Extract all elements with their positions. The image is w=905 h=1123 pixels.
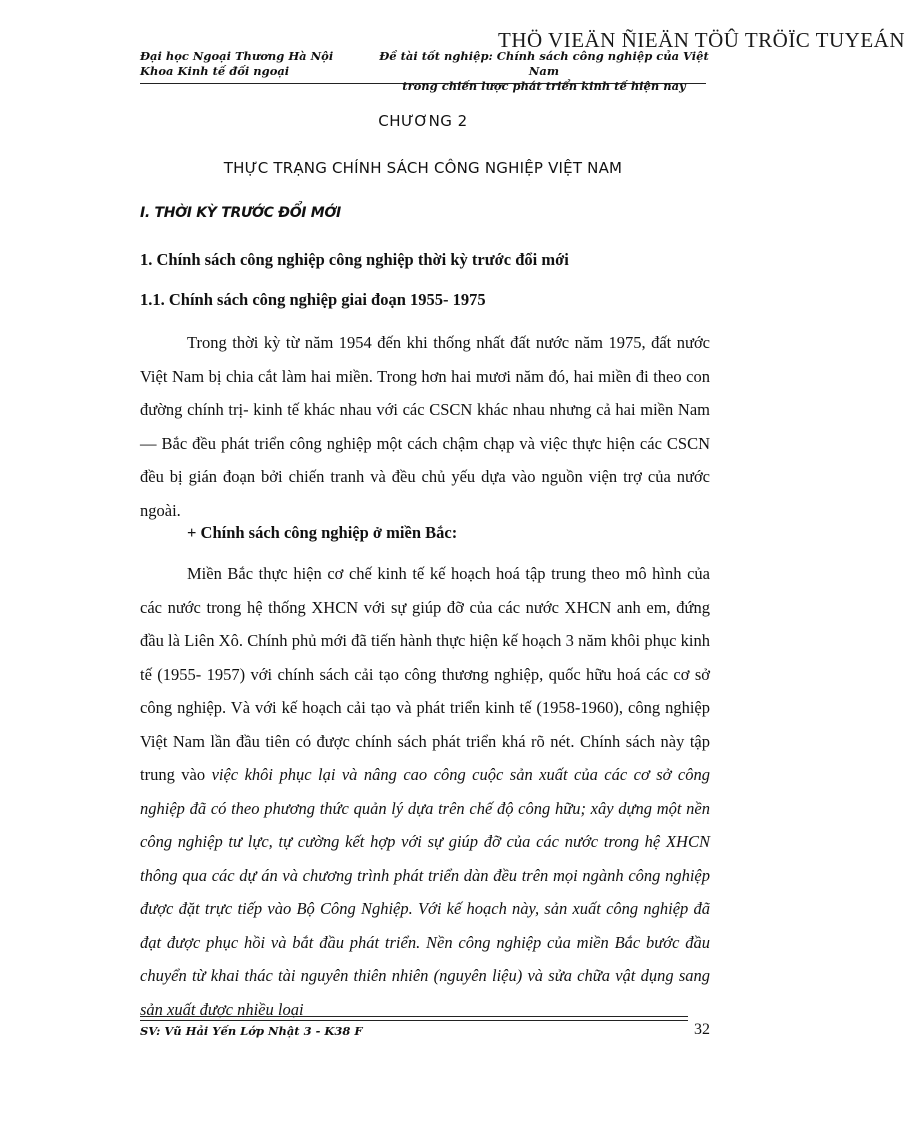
header-divider <box>140 83 706 84</box>
header-thesis-subtitle: trong chiến lược phát triển kinh tế hiện nay <box>402 79 686 93</box>
paragraph-north-policy <box>140 557 710 1026</box>
watermark-text: THÖ VIEÄN ÑIEÄN TÖÛ TRÖÏC TUYEÁN <box>498 28 905 52</box>
part-heading: I. THỜI KỲ TRƯỚC ĐỔI MỚI <box>140 205 341 221</box>
page-number: 32 <box>694 1021 710 1038</box>
page-header <box>140 49 710 93</box>
footer-divider <box>140 1016 688 1021</box>
header-university: Đại học Ngoại Thương Hà Nội <box>140 49 334 63</box>
chapter-label: CHƯƠNG 2 <box>378 112 468 130</box>
header-faculty: Khoa Kinh tế đối ngoại <box>140 64 290 78</box>
north-policy-heading: + Chính sách công nghiệp ở miền Bắc: <box>187 523 458 542</box>
footer-author: SV: Vũ Hải Yến Lớp Nhật 3 - K38 F <box>140 1024 363 1038</box>
paragraph-north-normal: Miền Bắc thực hiện cơ chế kinh tế kế hoạch hoá tập trung theo mô hình của các nước trong hệ thống XHCN với sự giúp đỡ của các nước XHCN anh em, đứng đầu là Liên Xô. Chính phủ mới đã tiến hành thực hiện kế hoạch 3 năm khôi phục kinh tế (1955- 1957) với chính sách cải tạo công thương nghiệp, quốc hữu hoá các cơ sở công nghiệp. Và với kế hoạch cải tạo và phát triển kinh tế (1958-1960), công nghiệp Việt Nam lần đầu tiên có được chính sách phát triển khá rõ nét. Chính sách này tập trung vào <box>140 564 710 784</box>
paragraph-north-italic: việc khôi phục lại và nâng cao công cuộc sản xuất của các cơ sở công nghiệp đã có theo phương thức quản lý dựa trên chế độ công hữu; xây dựng một nền công nghiệp tư lực, tự cường kết hợp với sự giúp đỡ của các nước trong hệ XHCN thông qua các dự án và chương trình phát triển dàn đều trên mọi ngành công nghiệp được đặt trực tiếp vào Bộ Công Nghiệp. Với kế hoạch này, sản xuất công nghiệp đã đạt được phục hồi và bắt đầu phát triển. Nền công nghiệp của miền Bắc bước đầu chuyển từ khai thác tài nguyên thiên nhiên (nguyên liệu) và sửa chữa vật dụng sang sản xuất được nhiều loại <box>140 765 710 1019</box>
header-right <box>378 49 710 94</box>
header-thesis-title: Đề tài tốt nghiệp: Chính sách công nghiệp của Việt Nam <box>379 49 709 78</box>
subsection-heading: 1.1. Chính sách công nghiệp giai đoạn 1955- 1975 <box>140 290 486 309</box>
section-heading: 1. Chính sách công nghiệp công nghiệp thời kỳ trước đổi mới <box>140 250 569 269</box>
chapter-title: THỰC TRẠNG CHÍNH SÁCH CÔNG NGHIỆP VIỆT NAM <box>223 159 623 177</box>
paragraph-intro: Trong thời kỳ từ năm 1954 đến khi thống nhất đất nước năm 1975, đất nước Việt Nam bị chia cắt làm hai miền. Trong hơn hai mươi năm đó, hai miền đi theo con đường chính trị- kinh tế khác nhau với các CSCN khác nhau nhưng cả hai miền Nam — Bắc đều phát triển công nghiệp một cách chậm chạp và việc thực hiện các CSCN đều bị gián đoạn bởi chiến tranh và đều chủ yếu dựa vào nguồn viện trợ của nước ngoài. <box>140 333 710 520</box>
header-left <box>140 49 333 79</box>
